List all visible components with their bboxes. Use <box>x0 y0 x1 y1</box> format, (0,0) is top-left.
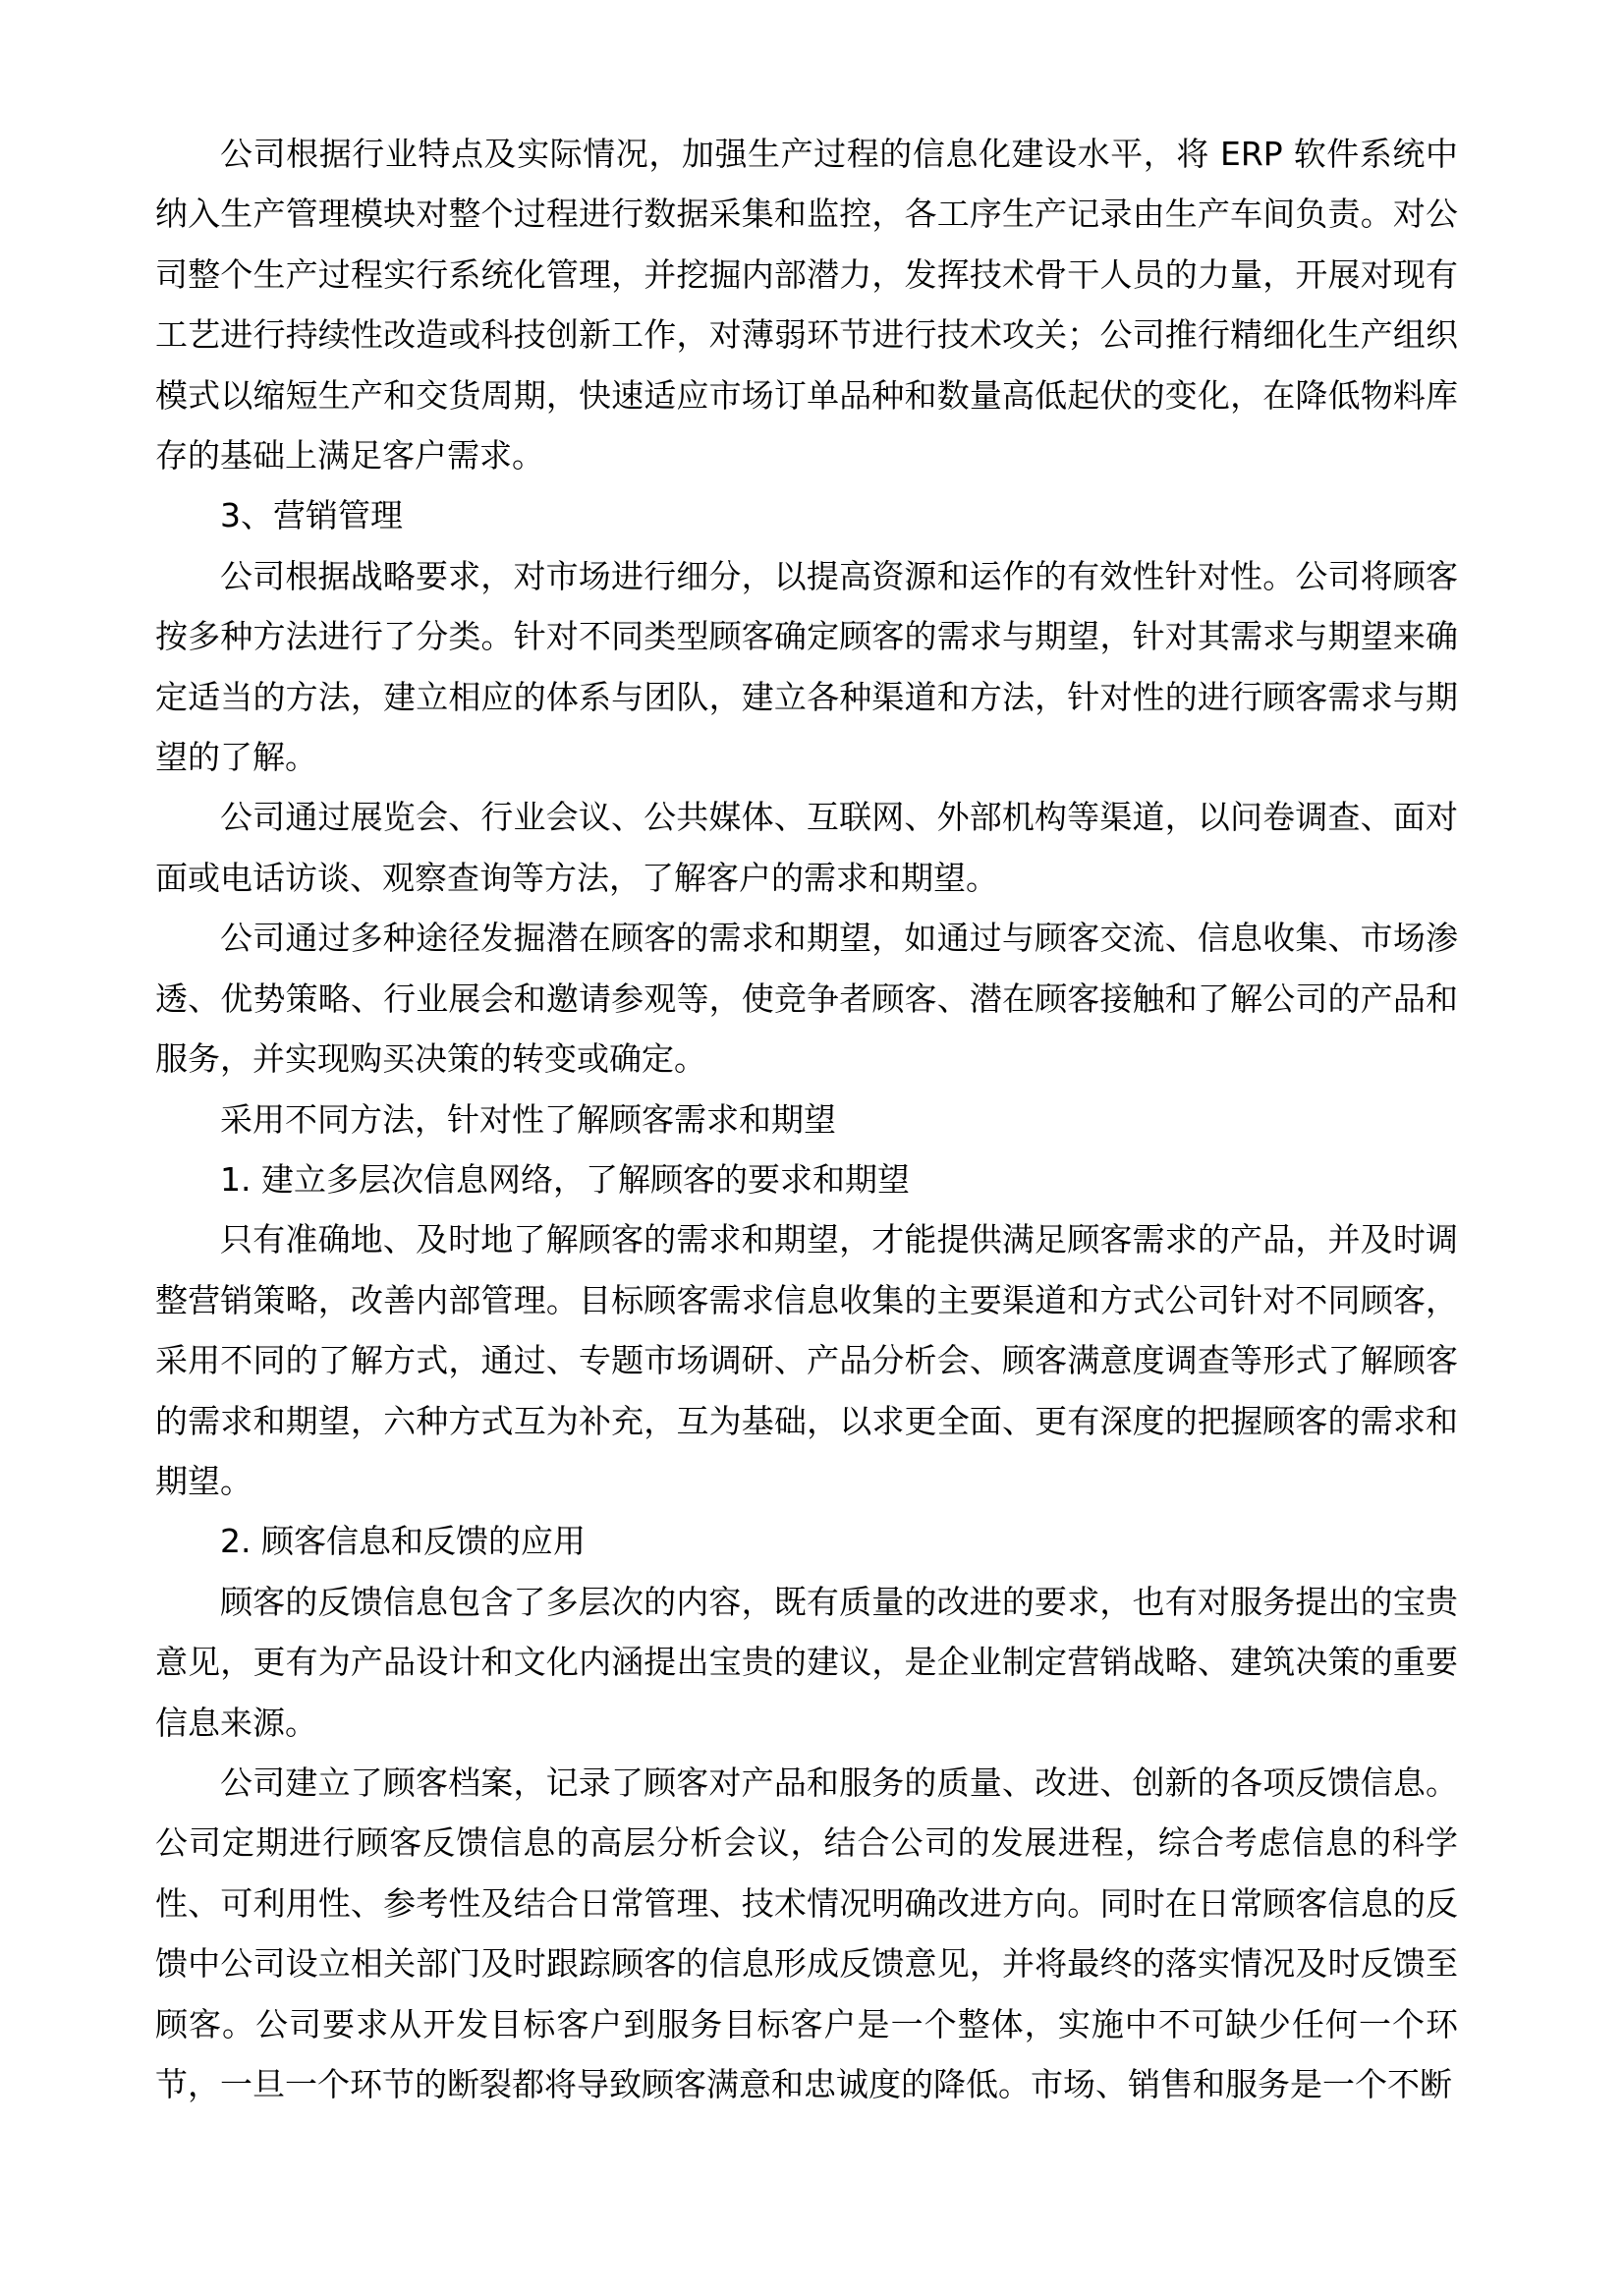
paragraph-customer-archive: 公司建立了顾客档案，记录了顾客对产品和服务的质量、改进、创新的各项反馈信息。公司定期进行顾客反馈信息的高层分析会议，结合公司的发展进程，综合考虑信息的科学性、可利用性、参考性及结合日常管理、技术情况明确改进方向。同时在日常顾客信息的反馈中公司设立相关部门及时跟踪顾客的信息形成反馈意见，并将最终的落实情况及时反馈至顾客。公司要求从开发目标客户到服务目标客户是一个整体，实施中不可缺少任何一个环节，一旦一个环节的断裂都将导致顾客满意和忠诚度的降低。市场、销售和服务是一个不断 <box>155 1763 1458 2103</box>
paragraph-feedback-content: 顾客的反馈信息包含了多层次的内容，既有质量的改进的要求，也有对服务提出的宝贵意见，更有为产品设计和文化内涵提出宝贵的建议，是企业制定营销战略、建筑决策的重要信息来源。 <box>155 1582 1458 1742</box>
paragraph-potential-customers: 公司通过多种途径发掘潜在顾客的需求和期望，如通过与顾客交流、信息收集、市场渗透、优势策略、行业展会和邀请参观等，使竞争者顾客、潜在顾客接触和了解公司的产品和服务，并实现购买决策的转变或确定。 <box>155 919 1458 1079</box>
paragraph-understand-needs: 只有准确地、及时地了解顾客的需求和期望，才能提供满足顾客需求的产品，并及时调整营销策略，改善内部管理。目标顾客需求信息收集的主要渠道和方式公司针对不同顾客，采用不同的了解方式，通过、专题市场调研、产品分析会、顾客满意度调查等形式了解顾客的需求和期望，六种方式互为补充，互为基础，以求更全面、更有深度的把握顾客的需求和期望。 <box>155 1220 1458 1500</box>
paragraph-market-segmentation: 公司根据战略要求，对市场进行细分，以提高资源和运作的有效性针对性。公司将顾客按多种方法进行了分类。针对不同类型顾客确定顾客的需求与期望，针对其需求与期望来确定适当的方法，建立相应的体系与团队，建立各种渠道和方法，针对性的进行顾客需求与期望的了解。 <box>155 556 1458 777</box>
subheading-different-methods: 采用不同方法，针对性了解顾客需求和期望 <box>220 1099 836 1139</box>
paragraph-production-info: 公司根据行业特点及实际情况，加强生产过程的信息化建设水平，将 ERP 软件系统中纳入生产管理模块对整个过程进行数据采集和监控，各工序生产记录由生产车间负责。对公司整个生产过程实行系统化管理，并挖掘内部潜力，发挥技术骨干人员的力量，开展对现有工艺进行持续性改造或科技创新工作，对薄弱环节进行技术攻关；公司推行精细化生产组织模式以缩短生产和交货周期，快速适应市场订单品种和数量高低起伏的变化，在降低物料库存的基础上满足客户需求。 <box>155 135 1458 476</box>
heading-marketing-management: 3、营销管理 <box>220 496 403 535</box>
document-body <box>155 124 1458 2114</box>
subheading-customer-feedback: 2. 顾客信息和反馈的应用 <box>220 1522 586 1561</box>
paragraph-channels-survey: 公司通过展览会、行业会议、公共媒体、互联网、外部机构等渠道，以问卷调查、面对面或电话访谈、观察查询等方法，了解客户的需求和期望。 <box>155 798 1458 897</box>
subheading-info-network: 1. 建立多层次信息网络，了解顾客的要求和期望 <box>220 1159 910 1199</box>
